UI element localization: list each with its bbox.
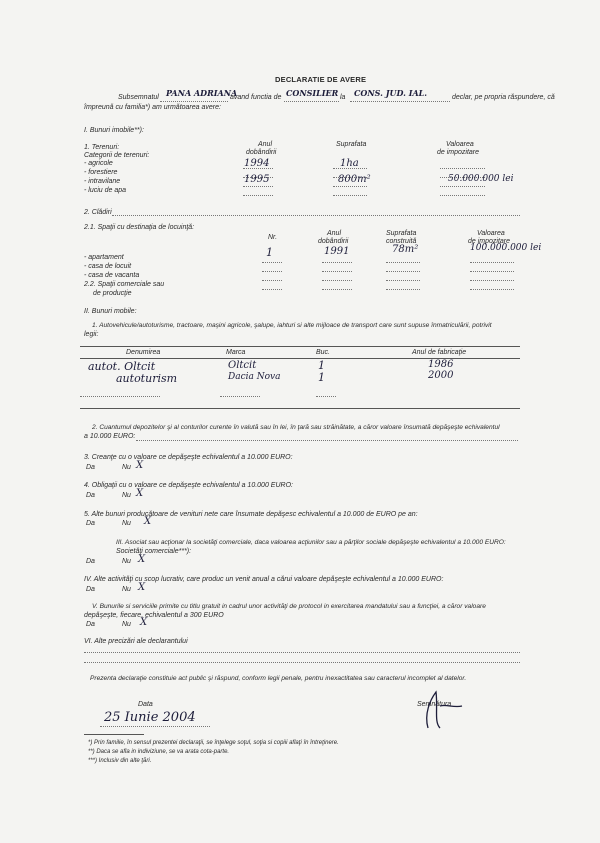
terenuri-label: 1. Terenuri: (84, 144, 120, 151)
col-denumirea: Denumirea (126, 349, 161, 356)
dot-line (136, 440, 518, 441)
hw-an-1: 1986 (428, 359, 454, 370)
col-valoarea2: Valoarea (477, 230, 505, 237)
hw-area-intravilane: 800m² (338, 174, 371, 185)
col-dobandirii: dobândirii (246, 149, 277, 156)
row-agricole: - agricole (84, 160, 113, 167)
alte-bunuri-nu: Nu (122, 520, 131, 527)
dot-line (262, 271, 282, 272)
spatii-label: 2.1. Spaţii cu destinaţia de locuinţă: (84, 224, 195, 231)
footnote-2: **) Daca se afla in indiviziune, se va arata cota-parte. (88, 749, 230, 755)
depozite-text2: a 10.000 EURO: (84, 433, 136, 440)
legii-text: legii: (84, 331, 99, 338)
activitati-text: IV. Alte activităţi cu scop lucrativ, care produc un venit anual a cărui valoare depăşeşte echivalentul a 10.000 EURO: (84, 576, 444, 583)
hw-year-agricole: 1994 (244, 158, 270, 169)
dot-line (386, 262, 420, 263)
dot-line (470, 289, 514, 290)
col-marca: Marca (226, 349, 246, 356)
col-suprafata: Suprafata (336, 141, 367, 148)
obligatii-da: Da (86, 492, 95, 499)
page-title: DECLARATIE DE AVERE (275, 75, 367, 84)
hw-buc-1: 1 (318, 359, 325, 372)
row-luciu: - luciu de apa (84, 187, 127, 194)
row-apartament: - apartament (84, 254, 124, 261)
hw-buc-2: 1 (318, 371, 325, 384)
hw-area-agricole: 1ha (340, 158, 359, 169)
row-casa-vacanta: - casa de vacanta (84, 272, 140, 279)
col-anul-fabricatie: Anul de fabricaţie (412, 349, 467, 356)
bunurile-nu: Nu (122, 621, 131, 628)
col-construita: construită (386, 238, 417, 245)
alte-bunuri-text: 5. Alte bunuri producătoare de venituri nete care însumate depăşesc echivalentul a 10.000 de EURO pe an: (84, 511, 418, 518)
la-label: la (340, 94, 346, 101)
institution-line (350, 101, 450, 102)
hw-x-creante: X (136, 460, 144, 471)
col-dobandirii2: dobândirii (318, 238, 349, 245)
precizari-label: VI. Alte precizări ale declarantului (84, 638, 188, 645)
depozite-text: 2. Cuantumul depozitelor şi al conturilor curente în valută sau în lei, în ţară sau străinătate, a căror valoare însumată depăşeşte echivalentul (92, 424, 500, 431)
dot-line (84, 662, 520, 663)
footnote-1: *) Prin familie, în sensul prezentei declaraţii, se înţelege soţul, soţia si copiii aflaţi în întreţinere. (88, 740, 339, 746)
dot-line (322, 262, 352, 263)
dot-line (316, 396, 336, 397)
bunurile-text2: depăşeşte, fiecare, echivalentul a 300 EURO (84, 612, 224, 619)
activitati-nu: Nu (122, 586, 131, 593)
table-rule-header (80, 358, 520, 359)
row-forestiere: - forestiere (84, 169, 118, 176)
section1-heading: I. Bunuri imobile**): (84, 127, 144, 134)
col-impozitare: de impozitare (437, 149, 480, 156)
dot-line (80, 396, 160, 397)
table-rule-bottom (80, 408, 520, 409)
dot-line (333, 186, 367, 187)
hw-x-obligatii: X (136, 488, 144, 499)
semnatura-label: Semnătura (417, 701, 452, 708)
closing-statement: Prezenta declaraţie constituie act public şi răspund, conform legii penale, pentru inexactitatea sau caracterul incomplet al datelor. (90, 675, 467, 682)
dot-line (243, 186, 273, 187)
hw-x-asociat: X (138, 554, 146, 565)
row-intravilane: - intravilane (84, 178, 121, 185)
hw-year-intravilane: 1995 (244, 174, 270, 185)
signature-mark (410, 684, 480, 734)
footnote-3: ***) Inclusiv din alte ţări. (88, 758, 152, 764)
name-line (160, 101, 228, 102)
hw-area-apartament: 78m² (392, 244, 419, 255)
dot-line (440, 195, 485, 196)
dot-line (262, 262, 282, 263)
dot-line (220, 396, 260, 397)
categorii-label: Categorii de terenuri: (84, 152, 150, 159)
col-nr: Nr. (268, 234, 278, 241)
obligatii-nu: Nu (122, 492, 131, 499)
dot-line (440, 186, 485, 187)
asociat-da: Da (86, 558, 95, 565)
table-rule-top (80, 346, 520, 347)
col-buc: Buc. (316, 349, 331, 356)
dot-line (470, 280, 514, 281)
hw-vehicle-1: autot. Oltcit (88, 360, 156, 373)
comerciale-label: 2.2. Spaţii comerciale sau (84, 281, 165, 288)
dot-line (386, 280, 420, 281)
col-valoarea: Valoarea (446, 141, 474, 148)
dot-line (322, 280, 352, 281)
dot-line (112, 215, 520, 216)
dot-line (262, 289, 282, 290)
creante-text: 3. Creanţe cu o valoare ce depăşeşte echivalentul a 10.000 EURO: (84, 454, 293, 461)
dot-line (440, 168, 485, 169)
dot-line (470, 262, 514, 263)
hw-date: 25 Iunie 2004 (104, 710, 196, 725)
cladiri-label: 2. Clădiri (84, 209, 112, 216)
row-casa-locuit: - casa de locuit (84, 263, 132, 270)
dot-line (386, 271, 420, 272)
hw-marca-1: Oltcit (228, 360, 257, 371)
activitati-da: Da (86, 586, 95, 593)
data-label: Data (138, 701, 153, 708)
hw-value-apartament: 100.000.000 lei (470, 243, 542, 253)
col-anul2: Anul (327, 230, 342, 237)
dot-line (470, 271, 514, 272)
intro-line2: împreună cu familia*) am următoarea avere: (84, 104, 221, 111)
hw-value-intravilane: 50.000.000 lei (448, 174, 514, 184)
asociat-text: III. Asociat sau acţionar la societăţi comerciale, daca valoarea acţiunilor sau a părţilor sociale depăşeşte echivalentul a 10.000 EURO: (116, 539, 506, 546)
alte-bunuri-da: Da (86, 520, 95, 527)
societati-label: Societăţi comerciale***): (116, 548, 192, 555)
dot-line (262, 280, 282, 281)
col-anul: Anul (258, 141, 273, 148)
auto-text: 1. Autovehicule/autoturisme, tractoare, maşini agricole, şalupe, iahturi si alte mijloace de transport care sunt supuse înmatriculării, potrivit (92, 322, 492, 329)
hw-x-bunurile: X (140, 617, 148, 628)
asociat-nu: Nu (122, 558, 131, 565)
hw-x-alte: X (144, 516, 152, 527)
obligatii-text: 4. Obligaţii cu o valoare ce depăşeşte echivalentul a 10.000 EURO: (84, 482, 293, 489)
hw-year-apartament: 1991 (324, 246, 350, 257)
hw-vehicle-2: autoturism (116, 372, 178, 385)
dot-line (243, 195, 273, 196)
dot-line (333, 195, 367, 196)
function-line (284, 101, 339, 102)
creante-nu: Nu (122, 464, 131, 471)
hw-nr-apartament: 1 (266, 246, 273, 259)
hw-x-activitati: X (138, 582, 146, 593)
hw-an-2: 2000 (428, 370, 454, 381)
dot-line (84, 652, 520, 653)
declar-text: declar, pe propria răspundere, că (452, 94, 555, 101)
declarant-institution: CONS. JUD. IAL. (354, 88, 428, 98)
dot-line (322, 271, 352, 272)
hw-marca-2: Dacia Nova (228, 372, 281, 382)
productie-label: de producţie (93, 290, 132, 297)
subsemnatul-label: Subsemnatul (118, 94, 159, 101)
dot-line (322, 289, 352, 290)
bunurile-da: Da (86, 621, 95, 628)
avand-label: avand functia de (230, 94, 282, 101)
col-impozitare2: de impozitare (468, 238, 511, 245)
creante-da: Da (86, 464, 95, 471)
declarant-function: CONSILIER (286, 88, 339, 98)
dot-line (386, 289, 420, 290)
declarant-name: PANA ADRIANA (166, 88, 238, 98)
bunurile-text: V. Bunurile si serviciile primite cu titlu gratuit in cadrul unor activităţi de protocol in exercitarea mandatului sau a funcţiei, a căror valoare (92, 603, 486, 610)
section2-heading: II. Bunuri mobile: (84, 308, 137, 315)
dot-line (100, 726, 210, 727)
footnote-rule (84, 734, 144, 735)
col-suprafata2: Suprafata (386, 230, 417, 237)
